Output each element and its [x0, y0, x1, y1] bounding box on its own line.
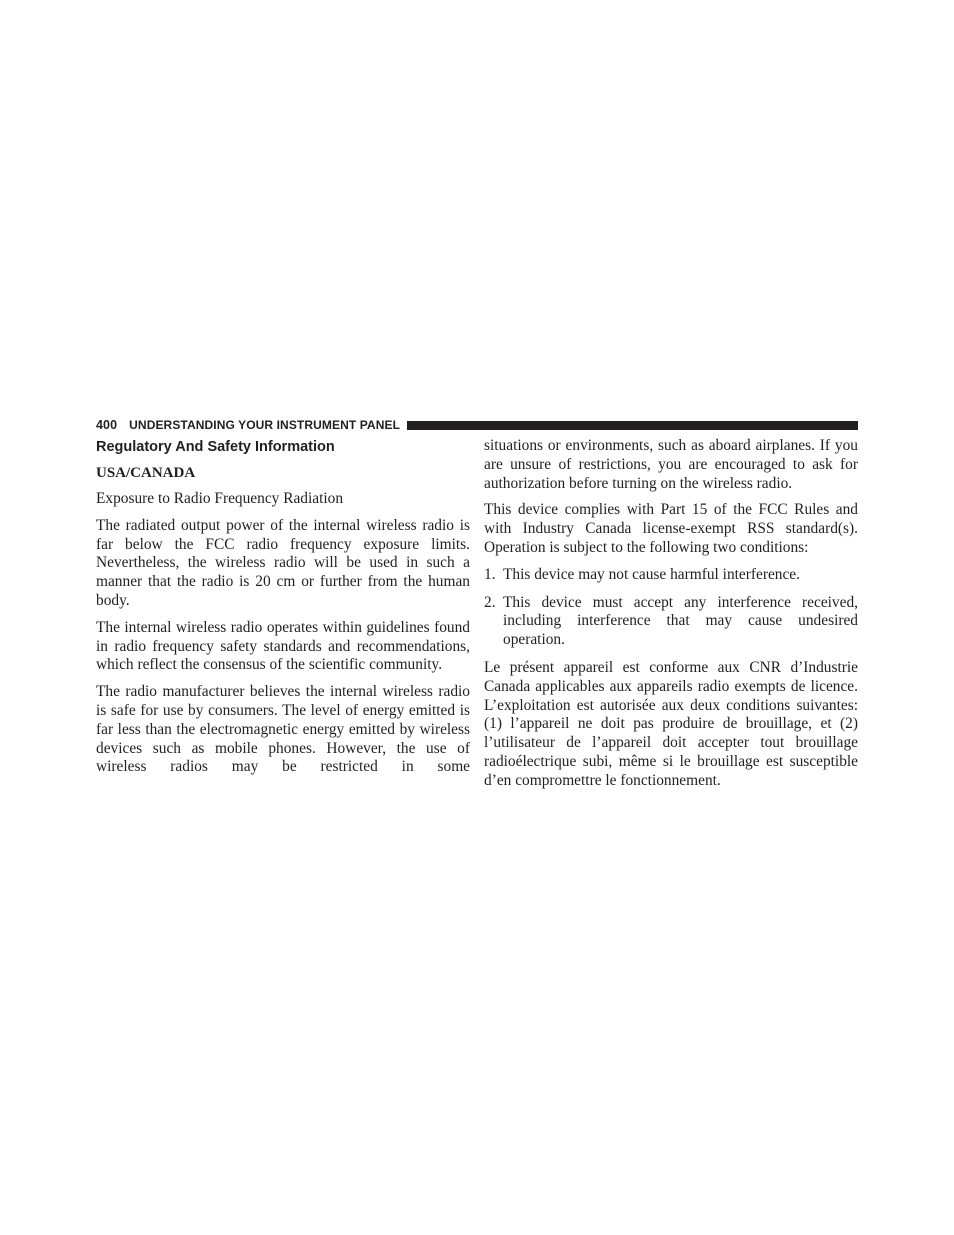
- page-header: [96, 417, 858, 433]
- header-rule: [407, 421, 858, 430]
- right-column: [484, 437, 858, 799]
- list-item: [484, 566, 858, 585]
- list-item-number: 2.: [484, 593, 496, 611]
- conditions-list: [484, 566, 858, 650]
- paragraph-french: Le présent appareil est conforme aux CNR d’Industrie Canada applicables aux appareils radio exempts de licence. L’exploitation est autorisée aux deux conditions suivantes: (1) l’appareil ne doit pas produire de brouillage, et (2) l’utilisateur de l’appareil doit accepter tout brouillage radioélectrique subi, même si le brouillage est susceptible d’en compromettre le fonctionnement.: [484, 658, 858, 789]
- running-title: UNDERSTANDING YOUR INSTRUMENT PANEL: [129, 418, 400, 432]
- subsection-heading: USA/CANADA: [96, 465, 196, 481]
- list-item-number: 1.: [484, 565, 496, 583]
- section-title: Regulatory And Safety Information: [96, 439, 335, 455]
- paragraph-exposure-limits: The radiated output power of the internal wireless radio is far below the FCC radio frequency exposure limits. Nevertheless, the wireless radio will be used in such a manner that the radio is 20 cm or further from the human body.: [96, 516, 470, 609]
- paragraph-continuation: situations or environments, such as aboard airplanes. If you are unsure of restrictions, you are encouraged to ask for authorization before turning on the wireless radio.: [484, 437, 858, 492]
- left-column: [96, 437, 470, 785]
- lead-paragraph: Exposure to Radio Frequency Radiation: [96, 490, 344, 507]
- paragraph-compliance: This device complies with Part 15 of the FCC Rules and with Industry Canada license-exempt RSS standard(s). Operation is subject to the following two conditions:: [484, 501, 858, 556]
- list-item: [484, 594, 858, 650]
- page-number: 400: [96, 418, 118, 432]
- paragraph-manufacturer: The radio manufacturer believes the internal wireless radio is safe for use by consumers. The level of energy emitted is far less than the electromagnetic energy emitted by wireless devices such as mobile phones. However, the use of wireless radios may be restricted in some: [96, 683, 470, 776]
- list-item-text: This device may not cause harmful interference.: [503, 565, 800, 583]
- list-item-text: This device must accept any interference received, including interference that may cause undesired operation.: [503, 593, 858, 649]
- paragraph-guidelines: The internal wireless radio operates within guidelines found in radio frequency safety standards and recommendations, which reflect the consensus of the scientific community.: [96, 618, 470, 674]
